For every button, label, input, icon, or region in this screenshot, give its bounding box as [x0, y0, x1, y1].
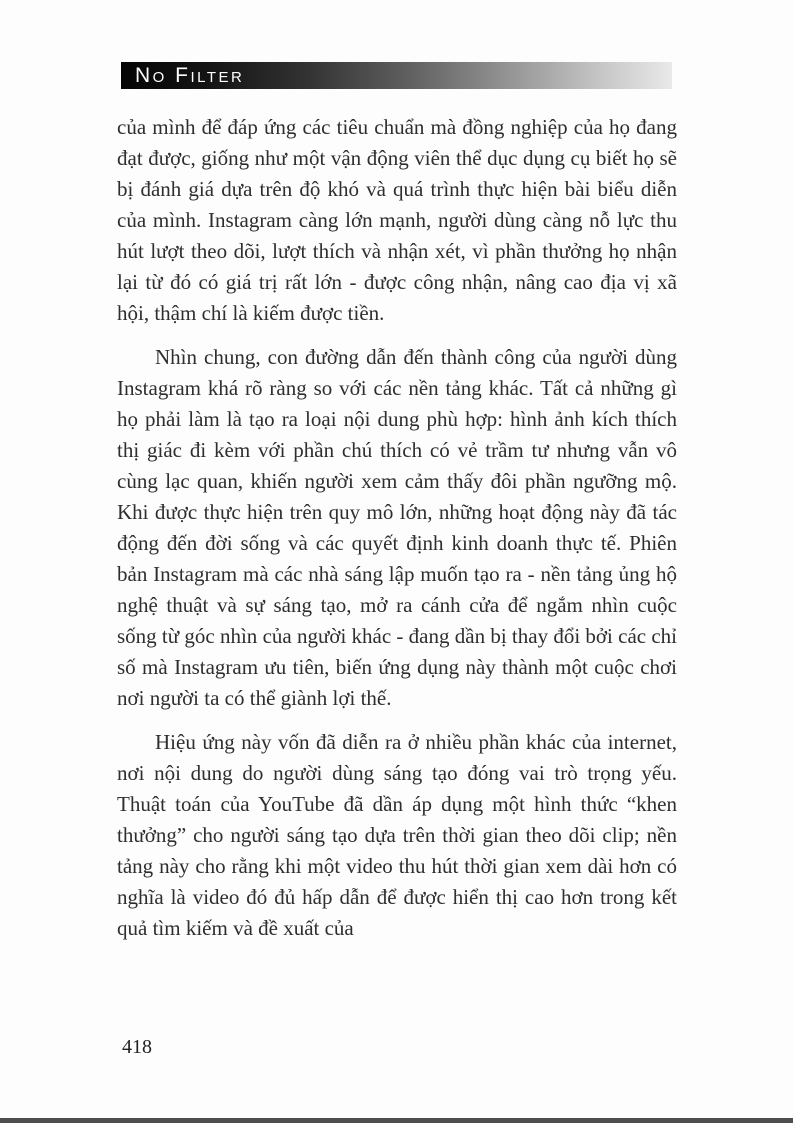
paragraph: Nhìn chung, con đường dẫn đến thành công của người dùng Instagram khá rõ ràng so với các nền tảng khác. Tất cả những gì họ phải làm là tạo ra loại nội dung phù hợp: hình ảnh kích thích thị giác đi kèm với phần chú thích có vẻ trầm tư nhưng vẫn vô cùng lạc quan, khiến người xem cảm thấy đôi phần ngưỡng mộ. Khi được thực hiện trên quy mô lớn, những hoạt động này đã tác động đến đời sống và các quyết định kinh doanh thực tế. Phiên bản Instagram mà các nhà sáng lập muốn tạo ra - nền tảng ủng hộ nghệ thuật và sự sáng tạo, mở ra cánh cửa để ngắm nhìn cuộc sống từ góc nhìn của người khác - đang dần bị thay đổi bởi các chỉ số mà Instagram ưu tiên, biến ứng dụng này thành một cuộc chơi nơi người ta có thể giành lợi thế. [117, 345, 677, 710]
footer-rule-bar [0, 1118, 793, 1123]
page-number: 418 [122, 1036, 152, 1058]
book-title-header: No Filter [135, 64, 245, 87]
page-body-text [117, 112, 677, 957]
paragraph: của mình để đáp ứng các tiêu chuẩn mà đồng nghiệp của họ đang đạt được, giống như một vận động viên thể dục dụng cụ biết họ sẽ bị đánh giá dựa trên độ khó và quá trình thực hiện bài biểu diễn của mình. Instagram càng lớn mạnh, người dùng càng nỗ lực thu hút lượt theo dõi, lượt thích và nhận xét, vì phần thưởng họ nhận lại từ đó có giá trị rất lớn - được công nhận, nâng cao địa vị xã hội, thậm chí là kiếm được tiền. [117, 115, 677, 325]
running-header-bar [121, 62, 672, 89]
paragraph: Hiệu ứng này vốn đã diễn ra ở nhiều phần khác của internet, nơi nội dung do người dùng sáng tạo đóng vai trò trọng yếu. Thuật toán của YouTube đã dần áp dụng một hình thức “khen thưởng” cho người sáng tạo dựa trên thời gian theo dõi clip; nền tảng này cho rằng khi một video thu hút thời gian xem dài hơn có nghĩa là video đó đủ hấp dẫn để được hiển thị cao hơn trong kết quả tìm kiếm và đề xuất của [117, 730, 677, 940]
